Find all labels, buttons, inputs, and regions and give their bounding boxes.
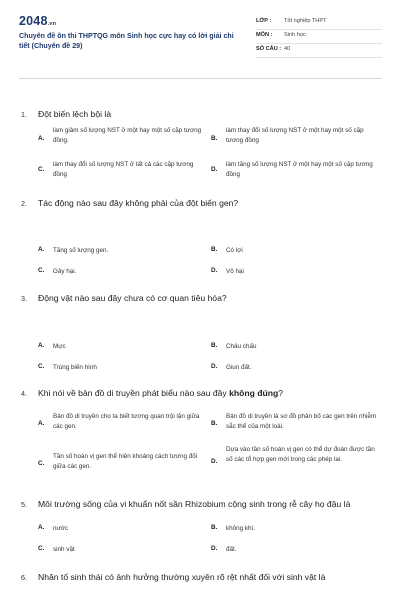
option-label: A.: [38, 135, 45, 142]
question-number: 3.: [21, 294, 27, 303]
option-text: sinh vật: [53, 546, 75, 553]
option-label: A.: [38, 524, 45, 531]
option-text: Gây hại.: [53, 268, 77, 275]
meta-value: 40: [284, 46, 291, 52]
option-text: Tăng số lượng gen.: [53, 247, 109, 254]
option-text: Châu chấu: [226, 343, 257, 350]
option-text: làm giảm số lượng NST ở một hay một số cặp tương đồng.: [53, 127, 202, 144]
question-text-part: Khi nói về bản đồ di truyền phát biểu nào sau đây: [38, 388, 230, 398]
option-label: B.: [211, 135, 218, 142]
option-text: Bản đồ di truyền cho ta biết tương quan trội lặn giữa các gen.: [53, 413, 200, 430]
site-logo[interactable]: [19, 14, 56, 28]
option-label: C.: [38, 545, 45, 552]
option-text: làm thay đổi số lượng NST ở một hay một số cặp tương đồng: [226, 127, 364, 144]
option-text: Tần số hoán vị gen thể hiện khoảng cách tương đối giữa các gen.: [53, 453, 198, 470]
option-text: đất.: [226, 546, 237, 553]
option-label: B.: [211, 246, 218, 253]
question-text: Môi trường sống của vi khuẩn nốt sần Rhizobium cộng sinh trong rễ cây họ đậu là: [38, 499, 351, 509]
meta-key: LỚP :: [256, 18, 272, 24]
option-text: Vô hại: [226, 268, 244, 275]
option-label: D.: [211, 458, 218, 465]
meta-row-subject: [256, 30, 382, 44]
question-number: 5.: [21, 500, 27, 509]
logo-main-text: 2048: [19, 14, 48, 28]
question-text: Động vật nào sau đây chưa có cơ quan tiêu hóa?: [38, 293, 227, 303]
option-label: D.: [211, 267, 218, 274]
question-number: 4.: [21, 389, 27, 398]
meta-value: Sinh học: [284, 32, 306, 38]
meta-value: Tốt nghiệp THPT: [284, 18, 327, 24]
question-emphasis: không đúng: [229, 388, 279, 398]
logo-suffix-text: .vn: [47, 21, 57, 27]
meta-row-class: [256, 16, 382, 30]
option-label: D.: [211, 166, 218, 173]
option-label: C.: [38, 363, 45, 370]
question-text: Đột biến lệch bội là: [38, 109, 112, 119]
option-label: B.: [211, 420, 218, 427]
option-label: A.: [38, 342, 45, 349]
document-meta: [256, 16, 382, 58]
option-label: D.: [211, 545, 218, 552]
option-label: B.: [211, 342, 218, 349]
question-number: 2.: [21, 199, 27, 208]
document-header: [0, 0, 400, 64]
option-label: C.: [38, 267, 45, 274]
question-number: 1.: [21, 110, 27, 119]
option-text: Dựa vào tần số hoán vị gen có thể dự đoán được tần số các tổ hợp gen mới trong các phép lai.: [226, 446, 375, 463]
option-text: làm thay đổi số lượng NST ở tất cả các cặp tương đồng: [53, 161, 194, 178]
document-title: Chuyên đề ôn thi THPTQG môn Sinh học cực hay có lời giải chi tiết (Chuyên đề 29): [19, 32, 234, 51]
option-label: A.: [38, 420, 45, 427]
meta-key: SỐ CÂU :: [256, 46, 282, 52]
option-text: Có lợi: [226, 247, 243, 254]
option-label: A.: [38, 246, 45, 253]
question-number: 6.: [21, 573, 27, 582]
question-text: Tác động nào sau đây không phải của đột biến gen?: [38, 198, 239, 208]
option-label: D.: [211, 363, 218, 370]
header-divider: [19, 78, 382, 79]
question-text: Nhân tố sinh thái có ảnh hưởng thường xuyên rõ rệt nhất đối với sinh vật là: [38, 572, 326, 582]
option-text: Bản đồ di truyền là sơ đồ phân bố các gen trên nhiễm sắc thể của một loài.: [226, 413, 377, 430]
option-text: Trùng biến hình: [53, 364, 97, 371]
option-text: Giun đất.: [226, 364, 252, 371]
option-label: B.: [211, 524, 218, 531]
option-text: nước: [53, 525, 68, 532]
question-text-part: ?: [278, 388, 284, 398]
meta-key: MÔN :: [256, 32, 273, 38]
option-text: không khí.: [226, 525, 256, 532]
option-label: C.: [38, 166, 45, 173]
option-text: làm tăng số lượng NST ở một hay một số cặp tương đồng: [226, 161, 373, 178]
option-label: C.: [38, 460, 45, 467]
meta-row-count: [256, 44, 382, 58]
option-text: Mực: [53, 343, 66, 350]
question-text: [38, 388, 383, 399]
